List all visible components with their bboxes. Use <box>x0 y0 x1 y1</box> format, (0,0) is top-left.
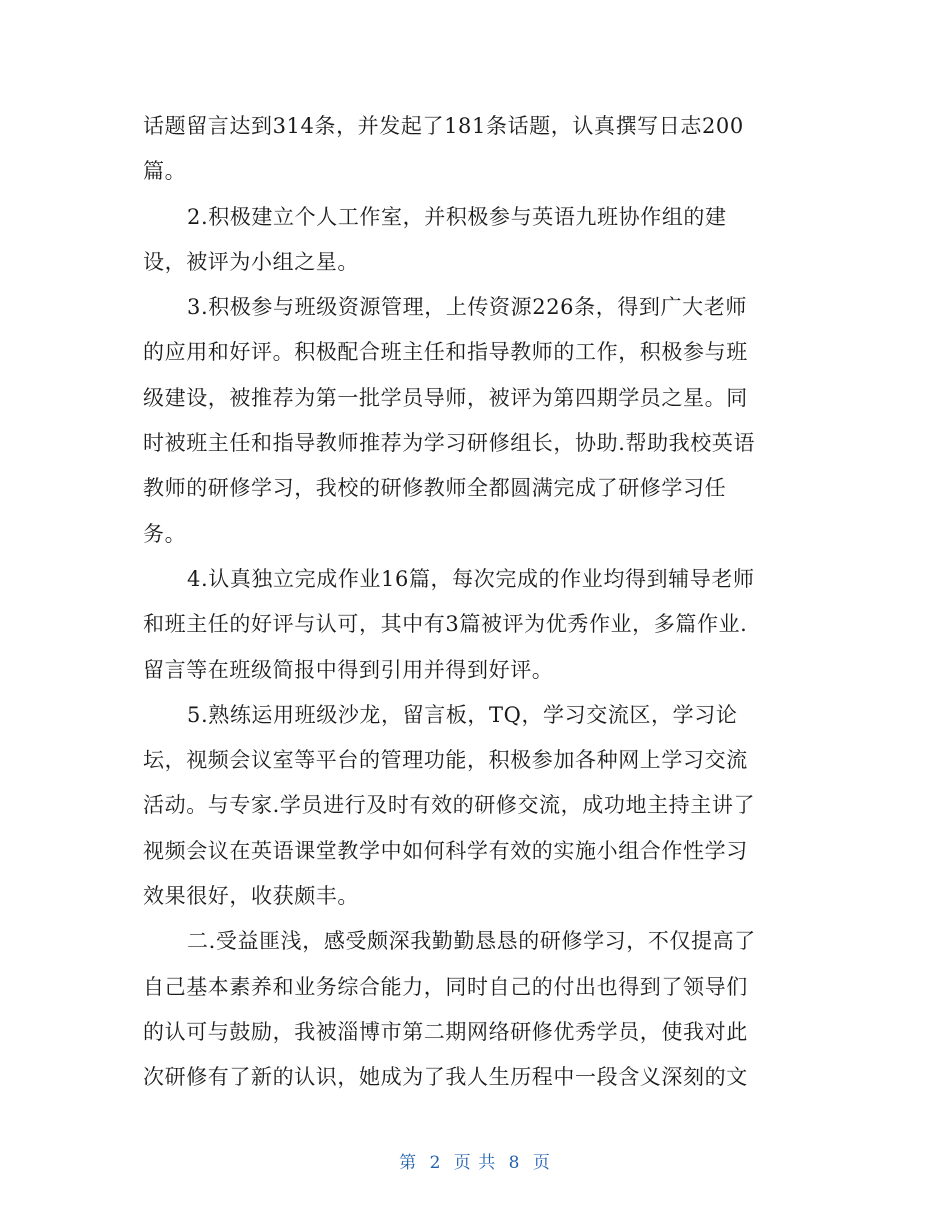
text-line-21: 的认可与鼓励，我被淄博市第二期网络研修优秀学员，使我对此 <box>143 1019 748 1044</box>
footer-total-pages: 8 <box>508 1153 521 1173</box>
text-line-7: 级建设，被推荐为第一批学员导师，被评为第四期学员之星。同 <box>143 385 748 410</box>
text-line-11: 4.认真独立完成作业16篇，每次完成的作业均得到辅导老师 <box>187 566 755 591</box>
text-line-16: 活动。与专家.学员进行及时有效的研修交流，成功地主持主讲了 <box>143 793 756 818</box>
body-text <box>143 104 813 1101</box>
footer-current-page: 2 <box>429 1153 442 1173</box>
text-line-10: 务。 <box>143 521 187 546</box>
text-line-5: 3.积极参与班级资源管理，上传资源226条，得到广大老师 <box>187 295 747 320</box>
text-line-4: 设，被评为小组之星。 <box>143 249 359 274</box>
text-line-9: 教师的研修学习，我校的研修教师全都圆满完成了研修学习任 <box>143 476 727 501</box>
text-line-17: 视频会议在英语课堂教学中如何科学有效的实施小组合作性学习 <box>143 838 748 863</box>
text-line-19: 二.受益匪浅，感受颇深我勤勤恳恳的研修学习，不仅提高了 <box>187 929 756 954</box>
footer-prefix: 第 <box>399 1153 418 1173</box>
footer-suffix: 页 <box>532 1153 551 1173</box>
text-line-6: 的应用和好评。积极配合班主任和指导教师的工作，积极参与班 <box>143 340 748 365</box>
text-line-13: 留言等在班级简报中得到引用并得到好评。 <box>143 657 554 682</box>
text-line-3: 2.积极建立个人工作室，并积极参与英语九班协作组的建 <box>187 204 727 229</box>
footer-middle: 页 共 <box>453 1153 497 1173</box>
text-line-12: 和班主任的好评与认可，其中有3篇被评为优秀作业，多篇作业. <box>143 612 748 637</box>
text-line-2: 篇。 <box>143 159 187 184</box>
text-line-22: 次研修有了新的认识，她成为了我人生历程中一段含义深刻的文 <box>143 1065 748 1090</box>
text-line-1: 话题留言达到314条，并发起了181条话题，认真撰写日志200 <box>143 114 744 138</box>
text-line-14: 5.熟练运用班级沙龙，留言板，TQ，学习交流区，学习论 <box>187 702 738 727</box>
page-footer <box>0 1148 950 1173</box>
text-line-8: 时被班主任和指导教师推荐为学习研修组长，协助.帮助我校英语 <box>143 431 756 456</box>
text-line-20: 自己基本素养和业务综合能力，同时自己的付出也得到了领导们 <box>143 974 748 999</box>
text-line-18: 效果很好，收获颇丰。 <box>143 884 359 909</box>
text-line-15: 坛，视频会议室等平台的管理功能，积极参加各种网上学习交流 <box>143 748 748 773</box>
